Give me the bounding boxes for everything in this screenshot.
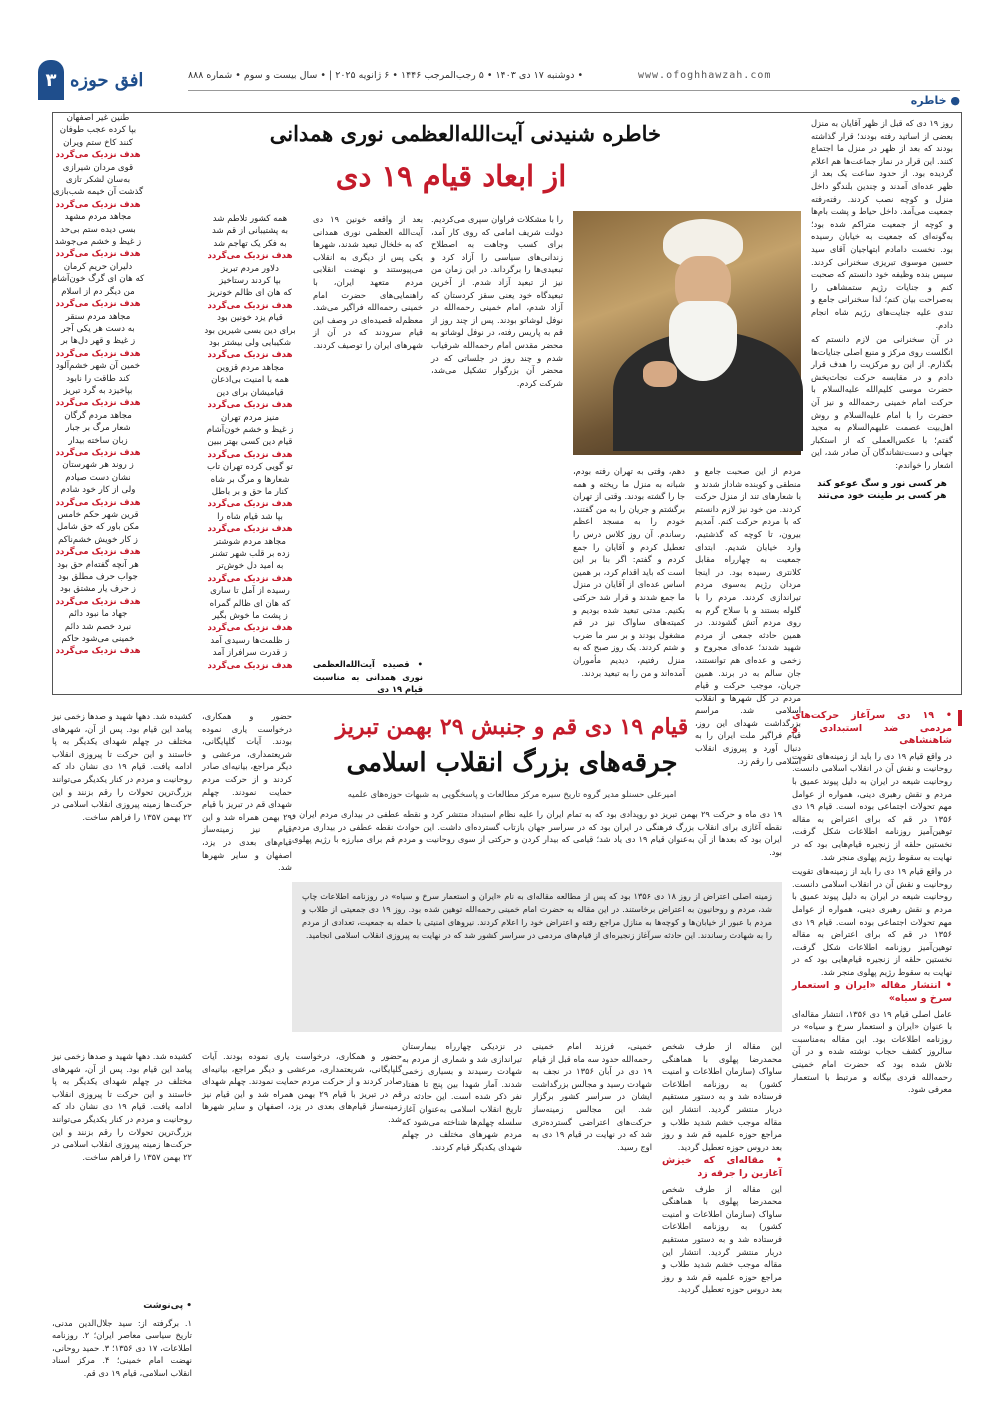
memoir-column-4: را با مشکلات فراوان سپری می‌کردیم. دولت شریف امامی که روی کار آمد، برای کسب وجاهت به اصطلاح زندانی‌های سیاسی را آزاد کرد و تبعیدی‌ها را برگرداند. در این زمان من نیز از تبعید آزاد شدم. از آخرین تبعیدگاه خود یعنی سقز کردستان که آزاد شدم، امام خمینی رحمه‌الله در نوفل لوشاتو بودند. پس از چند روز از قم به پاریس رفته، در نوفل لوشاتو به محضر مقدس امام رحمه‌الله شرفیاب شدم و چند روز در جلساتی که در محضر آن بزرگوار تشکیل می‌شد، شرکت کردم. [431, 214, 563, 388]
poem-line: جهاد ما نبود دائم [68, 609, 128, 620]
poem-line: هدف نزدیک می‌گردد [207, 660, 293, 671]
subheading-19-dey: • ۱۹ دی سرآغاز حرکت‌های مردمی ضد استبدادی و شاهنشاهی [792, 710, 952, 747]
poem-line: کنند کاخ ستم ویران [63, 137, 133, 148]
poem-line: مکن باور که حق شامل [56, 522, 140, 533]
issue-date-line: • دوشنبه ۱۷ دی ۱۴۰۳ • ۵ رجب‌المرجب ۱۴۴۶ • ۶ ژانویه ۲۰۲۵ | • سال بیست و سوم • شماره ۸۸۸ [188, 70, 584, 81]
poem-line: ز غیظ و خشم خون‌آشام [206, 424, 294, 435]
uprising-lead: ۱۹ دی ماه و حرکت ۲۹ بهمن تبریز دو رویدادی بود که به تمام ایران را علیه نظام استبداد منتشر کرد و نقطه عطفی در بیداری مردم ایران و نقطه آغازی برای انقلاب بزرگ فرهنگی در ایران بود که در سراسر جهان بازتاب گسترده‌ای داشت. این حوادث نقطه عطفی در بیداری مردم ایران بود که بعدها از آن به‌عنوان قیام ۱۹ دی یاد شد؛ قیامی که بیدار کردن و حرکتی از سوی روحانیت و مردم قم برای مبارزه با رژیم پهلوی بود. [292, 809, 782, 857]
poem-line: زبان ساخته بیدار [68, 435, 128, 446]
poem-column-c [40, 112, 156, 695]
poem-line: هدف نزدیک می‌گردد [55, 150, 141, 161]
poem-line: ز غیظ و قهر دل‌ها بر [60, 336, 136, 347]
poem-line: هدف نزدیک می‌گردد [207, 251, 293, 262]
section-bullet-icon: ● [946, 94, 960, 107]
poem-line: نبرد خصم شد دائم [64, 621, 132, 632]
footnotes [52, 1300, 192, 1400]
header-rule [188, 90, 960, 91]
poem-line: هدف نزدیک می‌گردد [207, 573, 293, 584]
poem-line: رسیده از آمل تا ساری [210, 586, 290, 597]
section-red-bar [958, 710, 962, 726]
subheading-article-publication: • انتشار مقاله «ایران و استعمار سرخ و سیاه» [792, 980, 952, 1005]
uprising-column-middle: این مقاله از طرف شخص محمدرضا پهلوی با هماهنگی ساواک (سازمان اطلاعات و امنیت کشور) به روزنامه اطلاعات فرستاده شد و به دستور مستقیم دربار منتشر گردید. انتشار این مقاله موجب خشم شدید طلاب و مراجع حوزه علمیه قم شد و روز بعد دروس حوزه تعطیل گردید. • مقاله‌ای که خیزش آغازین را جرقه زد این مقاله از طرف شخص محمدرضا پهلوی با هماهنگی ساواک (سازمان اطلاعات و امنیت کشور) به روزنامه اطلاعات فرستاده شد و به دستور مستقیم دربار منتشر گردید. انتشار این مقاله موجب خشم شدید طلاب و مراجع حوزه علمیه قم شد و روز بعد دروس حوزه تعطیل گردید. [662, 1041, 782, 1295]
poem-line: هدف نزدیک می‌گردد [55, 398, 141, 409]
poem-line: دلیران حریم کرمان [63, 261, 133, 272]
uprising-column-right: • ۱۹ دی سرآغاز حرکت‌های مردمی ضد استبدادی و شاهنشاهی در واقع قیام ۱۹ دی را باید از زمینه‌های تقویت روحانیت و نقش آن در انقلاب اسلامی دانست. روحانیت شیعه در ایران به دلیل پیوند عمیق با مردم و نقش رهبری دینی، همواره از عوامل مهم تحولات اجتماعی بوده است. قیام ۱۹ دی ۱۳۵۶ در قم که برای اعتراض به مقاله توهین‌آمیز روزنامه اطلاعات شکل گرفت، نخستین حلقه از زنجیره قیام‌هایی بود که در نهایت به سقوط رژیم پهلوی منجر شد. در واقع قیام ۱۹ دی را باید از زمینه‌های تقویت روحانیت و نقش آن در انقلاب اسلامی دانست. روحانیت شیعه در ایران به دلیل پیوند عمیق با مردم و نقش رهبری دینی، همواره از عوامل مهم تحولات اجتماعی بوده است. قیام ۱۹ دی ۱۳۵۶ در قم که برای اعتراض به مقاله توهین‌آمیز روزنامه اطلاعات شکل گرفت، نخستین حلقه از زنجیره قیام‌هایی بود که در نهایت به سقوط رژیم پهلوی منجر شد. • انتشار مقاله «ایران و استعمار سرخ و سیاه» عامل اصلی قیام ۱۹ دی ۱۳۵۶، انتشار مقاله‌ای با عنوان «ایران و استعمار سرخ و سیاه» در روزنامه اطلاعات بود. این مقاله به‌مناسبت سالروز کشف حجاب نوشته شده و در آن تلاش شده بود که حضرت امام خمینی رحمه‌الله فردی بیگانه و مرتبط با استعمار معرفی شود. [792, 710, 953, 1095]
poem-line: خمینی می‌شود حاکم [61, 634, 135, 645]
poem-line: مجاهد مردم مشهد [64, 212, 132, 223]
poem-line: که هان ای ظالم خونریز [207, 288, 293, 299]
logo-block [38, 58, 178, 102]
poem-line: هدف نزدیک می‌گردد [55, 199, 141, 210]
poem-line: ز ظلمت‌ها رسیدی آمد [210, 635, 290, 646]
poem-line: کند طاقت را نابود [66, 373, 130, 384]
poem-line: من دیگر دم از اسلام [61, 286, 135, 297]
poem-line: قرین شهر حکم خامس [57, 510, 139, 520]
uprising-column-l2: در نزدیکی چهارراه بیمارستان تیراندازی شد و شماری از مردم به شهادت رسیدند و بسیاری زخمی شدند. آمار شهدا بین پنج تا هفتاد نفر ذکر شده است. این حادثه در تاریخ انقلاب اسلامی به‌عنوان آغاز سلسله چهلم‌ها شناخته می‌شود که مردم شهرهای مختلف در چهلم شهدای یکدیگر قیام کردند. [402, 1041, 522, 1152]
poem-line: ز حرف یار مشتق بود [60, 584, 136, 595]
uprising-column-l4b: کشیده شد. دهها شهید و صدها زخمی نیز پیامد این قیام بود. پس از آن، شهرهای مختلف در چهلم شهدای یکدیگر به پا خاستند و این حرکت تا پیروزی انقلاب ادامه یافت. قیام ۱۹ دی نشان داد که روحانیت و مردم در کنار یکدیگر می‌توانند بزرگ‌ترین تحولات را رقم بزنند و این حرکت‌ها زمینه پیروزی انقلاب اسلامی در ۲۲ بهمن ۱۳۵۷ را فراهم ساخت. [52, 1051, 192, 1162]
poem-line: هدف نزدیک می‌گردد [207, 499, 293, 510]
poem-line: ز روند هر شهرستان [62, 460, 134, 471]
poem-line: دلاور مردم تبریز [221, 263, 279, 274]
poem-line: ز کار خویش خشم‌ناکم [58, 534, 138, 545]
website-url[interactable]: www.ofoghhawzah.com [638, 70, 772, 81]
poem-line: بسی دیده ستم بی‌حد [60, 224, 136, 235]
poem-line: قیامیشان برای دین [216, 387, 284, 398]
masthead [38, 62, 960, 107]
poem-line: مجاهد مردم سنقر [65, 311, 131, 322]
poem-line: بپاخیزد به گرد تبریز [63, 385, 133, 396]
publication-logo: افق حوزه [70, 69, 144, 91]
uprising-title-line2: جرقه‌های بزرگ انقلاب اسلامی [346, 748, 678, 778]
poem-line: نشان دست صیادم [65, 472, 131, 483]
poem-line: شکیبایی ولی بیشتر بود [208, 338, 292, 349]
poem-line: قیام یزد خونین بود [217, 313, 283, 324]
poem-line: شعارها و مرگ بر شاه [210, 474, 290, 485]
poem-line: برای دین بسی شیرین بود [204, 325, 296, 336]
poem-line: طنین غیر اصفهان [66, 113, 130, 123]
uprising-column-4: کشیده شد. دهها شهید و صدها زخمی نیز پیامد این قیام بود. پس از آن، شهرهای مختلف در چهلم شهدای یکدیگر به پا خاستند و این حرکت تا پیروزی انقلاب ادامه یافت. قیام ۱۹ دی نشان داد که روحانیت و مردم در کنار یکدیگر می‌توانند بزرگ‌ترین تحولات را رقم بزنند و این حرکت‌ها زمینه پیروزی انقلاب اسلامی در ۲۲ بهمن ۱۳۵۷ را فراهم ساخت. [52, 711, 192, 822]
poem-line: هدف نزدیک می‌گردد [207, 524, 293, 535]
memoir-title: از ابعاد قیام ۱۹ دی [335, 159, 567, 193]
poem-line: مجاهد مردم شوشتر [214, 536, 286, 547]
poem-line: زده بر قلب شهر تشنر [210, 548, 290, 559]
poem-line: هدف نزدیک می‌گردد [207, 350, 293, 361]
poem-line: هر آنچه گفته‌ام حق بود [57, 559, 139, 570]
uprising-column-l1: خمینی، فرزند امام خمینی رحمه‌الله حدود سه ماه قبل از قیام ۱۹ دی در آبان ۱۳۵۶ در نجف به شهادت رسید و مجالس بزرگداشت ایشان در سراسر کشور برگزار شد. این مجالس زمینه‌ساز حرکت‌های اعتراضی گسترده‌تری شد که در نهایت در قیام ۱۹ دی به اوج رسید. [532, 1041, 652, 1152]
poem-line: به‌سان لشکر تازی [65, 175, 131, 186]
uprising-column-l3b: حضور و همکاری، درخواست یاری نموده بودند. آیات گلپایگانی، شریعتمداری، مرعشی و دیگر مراجع، بیانیه‌ای صادر کردند و از حرکت مردم حمایت نمودند. چهلم شهدای قم در تبریز با قیام ۲۹ بهمن همراه شد و این قیام نیز زمینه‌ساز قیام‌های بعدی در یزد، اصفهان و سایر شهرها شد. [202, 1051, 402, 1124]
poem-line: به فکر یک تهاجم شد [213, 238, 287, 249]
ayatollah-portrait [573, 211, 801, 455]
memoir-poem-excerpt: هر کسی نور و سگ عوعو کند هر کسی بر طینت خود می‌تند [817, 478, 947, 502]
poem-line: ز قدرت سرافراز آمد [212, 648, 288, 659]
footnote-heading: • پی‌نوشت [143, 1301, 192, 1311]
poem-line: هدف نزدیک می‌گردد [207, 400, 293, 411]
uprising-column-3: حضور و همکاری، درخواست یاری نموده بودند. آیات گلپایگانی، شریعتمداری، مرعشی و دیگر مراجع، بیانیه‌ای صادر کردند و از حرکت مردم حمایت نمودند. چهلم شهدای قم در تبریز با قیام ۲۹ بهمن همراه شد و این قیام نیز زمینه‌ساز قیام‌های بعدی در یزد، اصفهان و سایر شهرها شد. [202, 711, 292, 873]
memoir-column-1: روز ۱۹ دی که قبل از ظهر آقایان به منزل بعضی از اساتید رفته بودند؛ قرار گذاشته بودند که بعد از ظهر در منزل ما اجتماع کنند. این قرار در نماز جماعت‌ها هم اعلام گردیده بود. از حدود ساعت یک بعد از ظهر عده‌ای آمدند و چندین بلندگو داخل منزل و کوچه نصب کردند. رفته‌رفته جمعیت می‌آمد. داخل حیاط و پشت بام‌ها و کوچه از جمعیت متراکم شده بود؛ به‌گونه‌ای که جمعیت به خیابان رسیده بود. نخست دامادم ابتهاجیان آقای سید حسین موسوی تبریزی سخنرانی کردند. سپس بنده وظیفه خود دانستم که صحبت کنم و جنایات رژیم ستمشاهی را به‌صراحت بیان کنم؛ لذا سخنرانی جامع و تندی علیه جنایت‌های رژیم شاه انجام دادم. در آن سخنرانی من لازم دانستم که انگلست روی مرکز و منبع اصلی جنایات‌ها بگذارم. از این رو مرکزیت را هدف قرار دادم و در مقابسه حرکت نجات‌بخش حضرت موسی کلیم‌الله علیه‌السلام با حرکت امام خمینی رحمه‌الله و نیز آن حضرت را با امام علیه‌السلام و روش اهل‌بیت عصمت علیهم‌السلام به مجید گفتم؛ با عکس‌العملی که از استکبار جهانی و دست‌نشاندگان آن صادر شد، این اشعار را خواندم: هر کسی نور و سگ عوعو کند هر کسی بر طینت خود می‌تند [811, 118, 953, 502]
uprising-title-line1: قیام ۱۹ دی قم و جنبش ۲۹ بهمن تبریز [335, 714, 689, 740]
poem-line: خمین آن شهر خشم‌آلود [55, 361, 141, 372]
memoir-kicker: خاطره شنیدنی آیت‌الله‌العظمی نوری همدانی [269, 121, 661, 146]
footnote-text: ۱. برگرفته از: سید جلال‌الدین مدنی، تاریخ سیاسی معاصر ایران؛ ۲. روزنامه اطلاعات، ۱۷ دی ۱۳۵۶؛ ۳. حمید روحانی، نهضت امام خمینی؛ ۴. مرکز اسناد انقلاب اسلامی، قیام ۱۹ دی قم. [52, 1317, 192, 1378]
poem-line: بپا کردند رستاخیز [219, 276, 281, 287]
uprising-article [52, 710, 962, 1400]
poem-line: هدف نزدیک می‌گردد [55, 348, 141, 359]
poem-line: که هان ای ظالم گمراه [209, 598, 291, 609]
poem-line: هدف نزدیک می‌گردد [55, 547, 141, 558]
section-label: ● خاطره [910, 94, 960, 107]
poem-line: مجاهد مردم قزوین [216, 362, 284, 373]
uprising-highlight-box: زمینه اصلی اعتراض از روز ۱۸ دی ۱۳۵۶ بود که پس از مطالعه مقاله‌ای به نام «ایران و استعمار سرخ و سیاه» در روزنامه اطلاعات چاپ شد، مردم و روحانیون به اعتراض برخاستند. در این مقاله به حضرت امام خمینی رحمه‌الله توهین شده بود. روز ۱۹ دی جمعیتی از طلاب و مردم با عبور از خیابان‌ها و کوچه‌ها به منازل مراجع رفته و اعتراض خود را اعلام کردند. نیروهای امنیتی با حمله به جمعیت، تعدادی از مردم را به شهادت رساندند. این حادثه سرآغاز زنجیره‌ای از قیام‌های مردمی در سراسر کشور شد که در نهایت به پیروزی انقلاب اسلامی انجامید. [292, 882, 782, 1032]
poem-line: منیز مردم تهران [220, 412, 280, 423]
poem-line: قیام دین کسی بهتر ببین [207, 437, 293, 448]
poem-line: مجاهد مردم گرگان [64, 410, 132, 421]
poem-line: هدف نزدیک می‌گردد [207, 300, 293, 311]
poem-line: که هان ای گرگ خون‌آشام [51, 274, 145, 285]
page-number: ۳ [38, 60, 64, 100]
poem-caption: • قصیده آیت‌الله‌العظمی نوری همدانی به مناسبت قیام ۱۹ دی [313, 659, 423, 695]
poem-line: بپا شد قیام شاه را [217, 511, 283, 522]
poem-line: ز پشت ما خوش بگیر [212, 611, 288, 621]
poem-line: ز غیظ و خشم می‌جوشد [54, 237, 142, 248]
poem-line: گذشت آن خیمه شب‌بازی [52, 187, 144, 198]
poem-line: بپا کرده عجب طوفان [59, 125, 137, 136]
poem-line: هدف نزدیک می‌گردد [207, 449, 293, 460]
poem-line: قوی مردان شیرازی [62, 162, 134, 173]
poem-line: هدف نزدیک می‌گردد [55, 646, 141, 657]
poem-line: به پشتیبانی از قم شد [211, 226, 288, 237]
poem-line: جواب حرف مطلق بود [58, 572, 138, 583]
uprising-byline: امیرعلی حسنلو مدیر گروه تاریخ سیره مرکز مطالعات و پاسخگویی به شبهات حوزه‌های علمیه [347, 790, 677, 800]
poem-line: شعار مرگ بر جبار [65, 423, 131, 434]
poem-line: همه کشور تلاطم شد [212, 214, 288, 224]
poem-line: هدف نزدیک می‌گردد [207, 623, 293, 634]
poem-line: کنار ما حق و بر باطل [211, 486, 289, 497]
poem-line: هدف نزدیک می‌گردد [55, 299, 141, 310]
poem-column-a [195, 213, 305, 687]
poem-line: تو گویی کرده تهران تاب [207, 462, 293, 473]
poem-line: هدف نزدیک می‌گردد [55, 249, 141, 260]
poem-line: به دست هر یکی آجر [61, 323, 135, 334]
subheading-spark-article: • مقاله‌ای که خیزش آغازین را جرقه زد [662, 1155, 782, 1179]
memoir-column-5: بعد از واقعه خونین ۱۹ دی آیت‌الله العظمی نوری همدانی که به خلخال تبعید شدند، شهرها یکی پس از دیگری به انقلاب می‌پیوستند و نهضت انقلابی مردم متعهد ایران، با راهنمایی‌های حضرت امام خمینی رحمه‌الله فراگیر می‌شد. معظم‌له قصیده‌ای در وصف این قیام سرودند که در آن از شهرهای ایران را توصیف کردند. [313, 214, 423, 350]
poem-line: هدف نزدیک می‌گردد [55, 497, 141, 508]
poem-line: ولی از کار خود شادم [60, 485, 136, 496]
memoir-column-2: مردم از این صحبت جامع و منطقی و کوبنده شاداز شدند و با شعارهای تند از منزل حرکت کردند. من خود نیز لازم دانستم که با مردم حرکت کنم. آمدیم بیرون، تا کوچه که گذشتیم، وارد خیابان شدیم. ابتدای جمعیت به چهارراه مقابل کلانتری رسیده بود. در اینجا مردان رژیم به‌سوی مردم تیراندازی کردند. مردم را با گلوله بستند و با سلاح گرم به روی مردم آتش گشودند. در همین حادثه جمعی از مردم شهید شدند؛ عده‌ای مجروح و زخمی و عده‌ای هم توانستند، جان سالم به در برند. همین جریان، موجب حرکت و قیام مردم در کل شهرها و انقلاب اسلامی شد. مراسم بزرگداشت شهدای این روز، قیام فراگیر ملت ایران را به دنبال آورد و پیروزی انقلاب اسلامی را رقم زد. [695, 466, 801, 766]
poem-line: هدف نزدیک می‌گردد [55, 447, 141, 458]
memoir-column-3: دهم، وقتی به تهران رفته بودم، شبانه به منزل ما ریخته و همه جا را گشته بودند. وقتی از تهران برگشتم و جریان را به من گفتند، خودم را به مسجد اعظم رساندم. آن روز کلاس درس را تعطیل کردم و آقایان را جمع کردم و گفتم: اگر بنا بر این است که باید اقدام کرد، بر همین اساس عده‌ای از آقایان در منزل ما جمع شدند و قرار شد حرکتی بکنیم. مدتی تبعید شده بودیم و کمیته‌های ساواک نیز در قم مشغول بودند و بر سر ما ضرب و شتم کردند. یک روز صبح که به منزل رفتیم، دیدیم مأموران آمده‌اند و من را به تبعید بردند. [573, 466, 685, 678]
poem-line: همه با امنیت بی‌اذعان [211, 375, 289, 386]
poem-line: به امید دل خوش‌تر [216, 561, 284, 572]
poem-line: هدف نزدیک می‌گردد [55, 596, 141, 607]
